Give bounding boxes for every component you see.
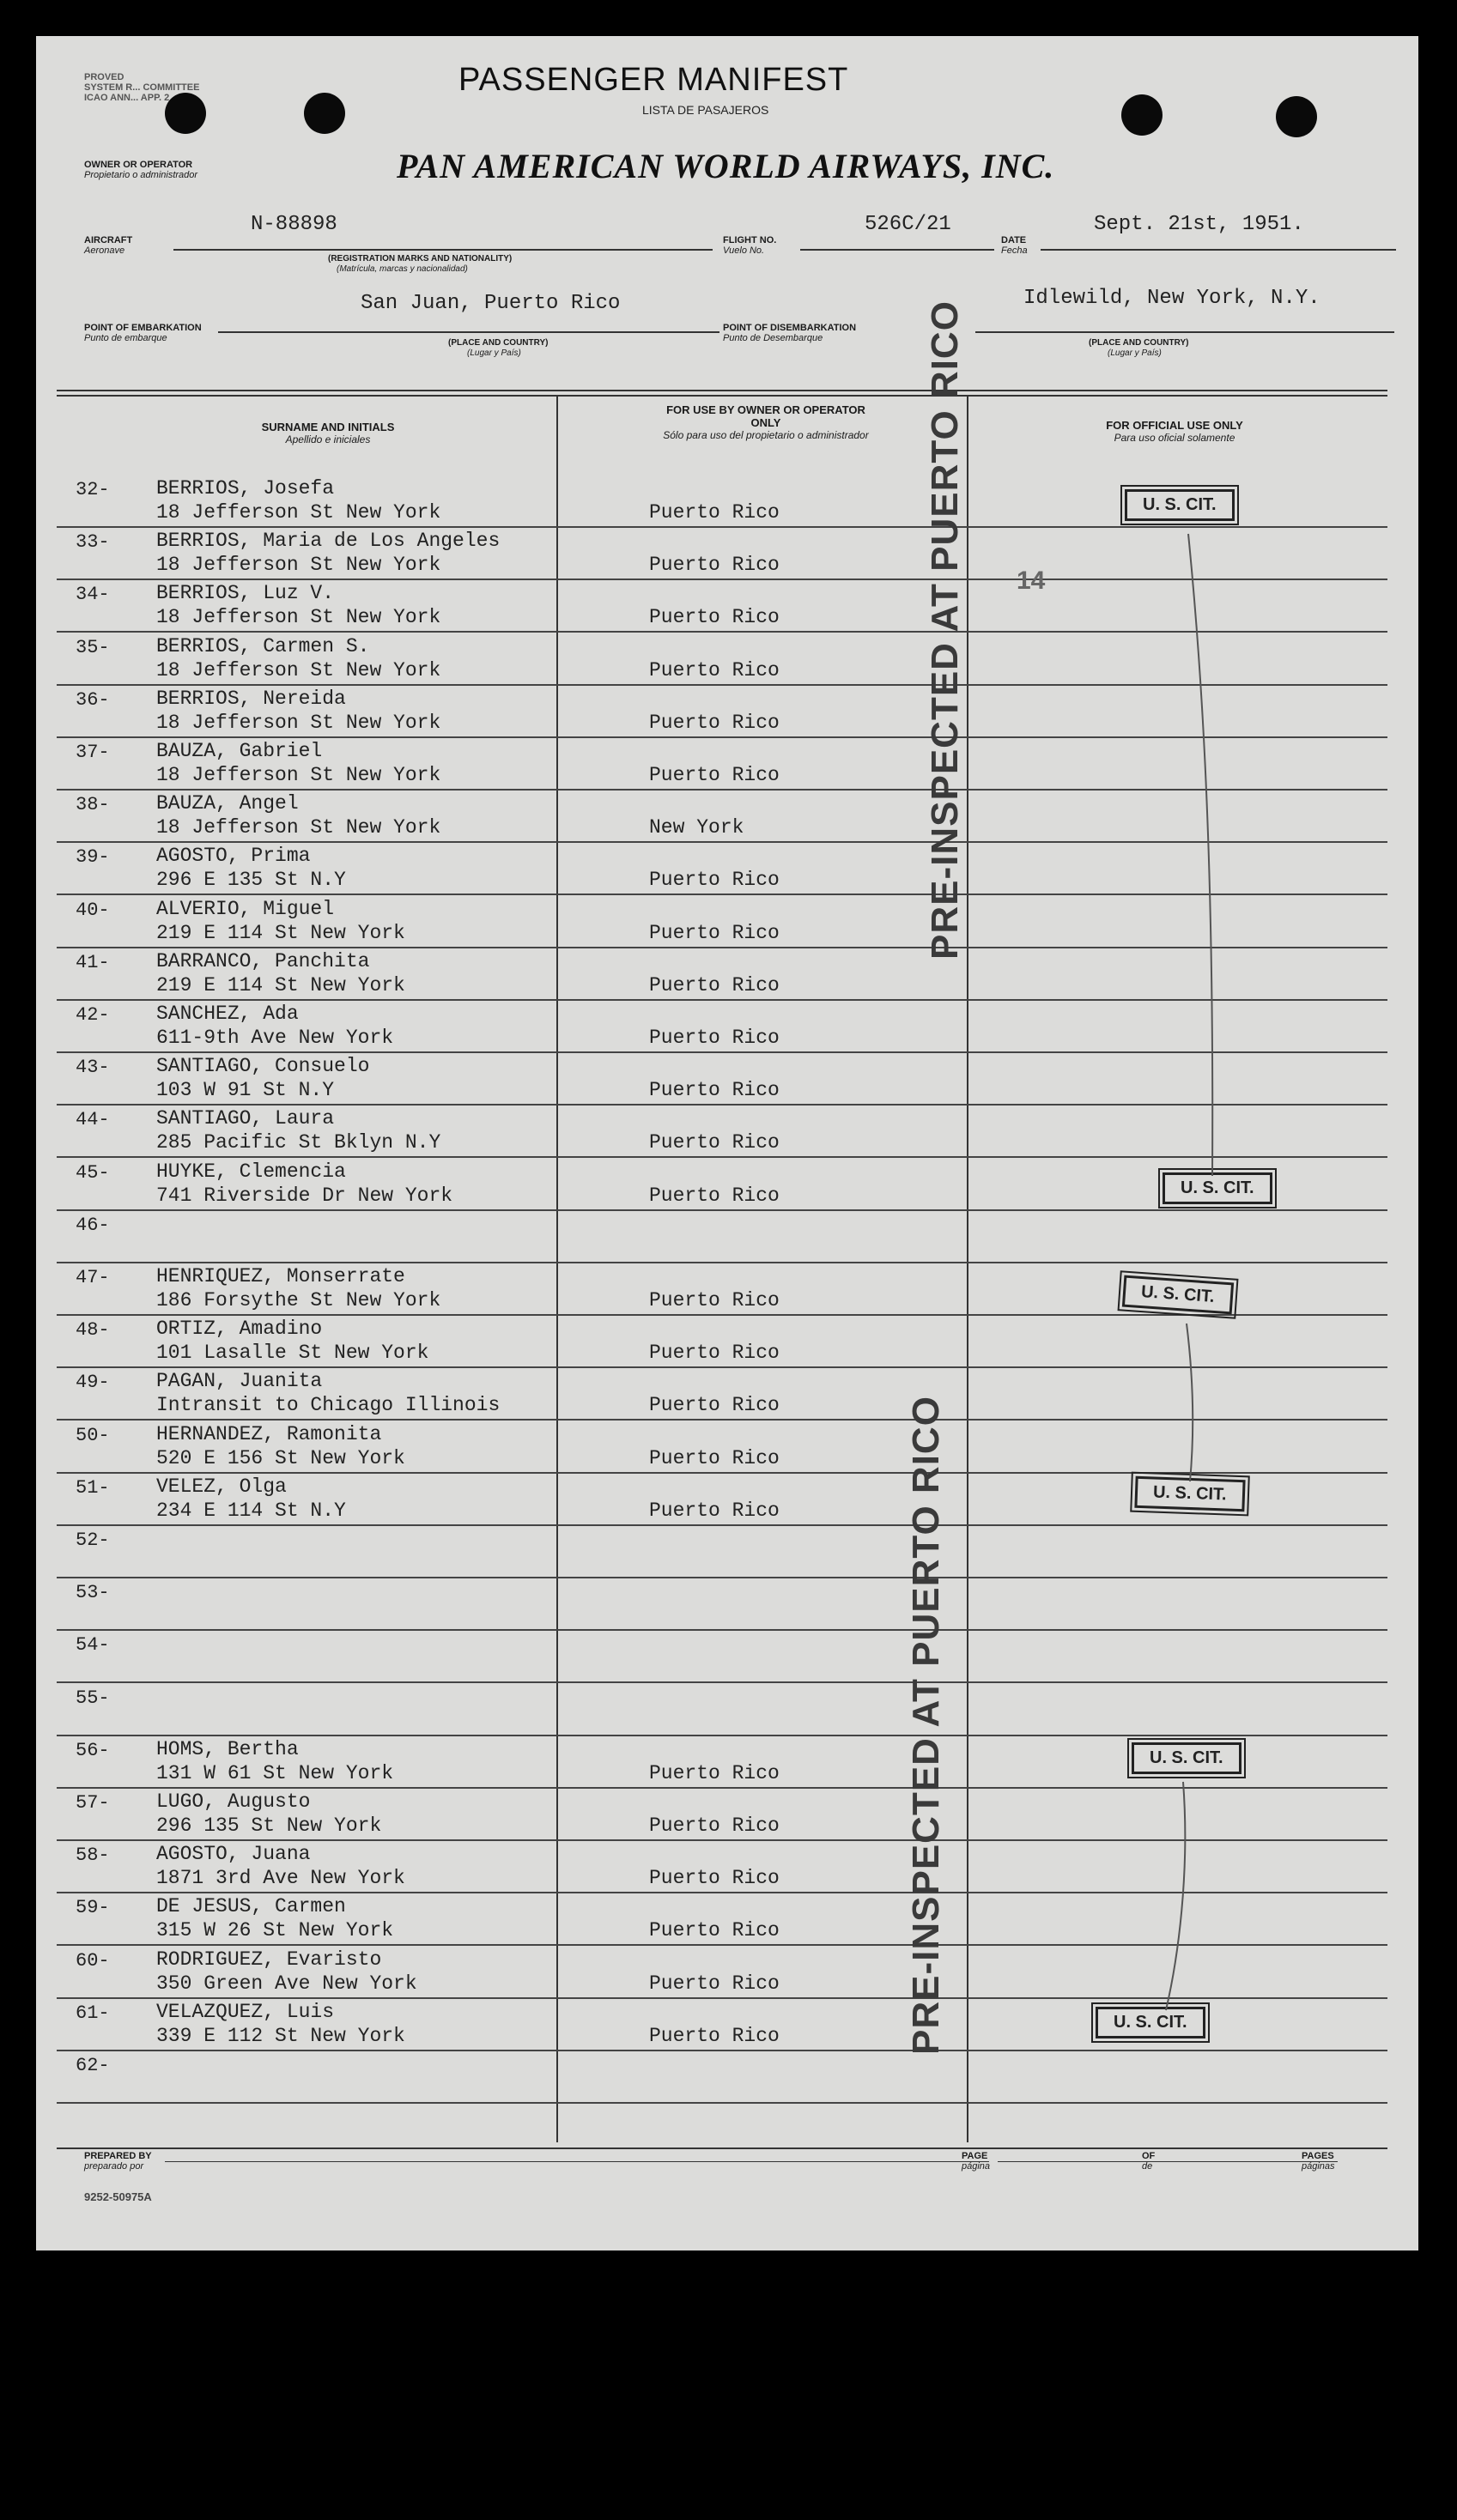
disembarkation-label: POINT OF DISEMBARKATION [723,323,857,333]
page-title: PASSENGER MANIFEST [458,62,849,98]
owner-label: OWNER OR OPERATOR [84,160,193,170]
passenger-address: 103 W 91 St N.Y [156,1079,335,1102]
embarkation-label: POINT OF EMBARKATION [84,323,202,333]
passenger-name: BERRIOS, Carmen S. [156,634,370,657]
operator-use-cell: Puerto Rico [649,658,780,681]
owner-label-es: Propietario o administrador [84,170,198,180]
passenger-name: VELEZ, Olga [156,1475,287,1498]
operator-use-cell: Puerto Rico [649,1814,780,1837]
us-cit-stamp: U. S. CIT. [1122,1275,1234,1315]
flight-label-es: Vuelo No. [723,245,765,256]
row-number: 55- [76,1687,110,1709]
page-label: PAGE [962,2151,988,2161]
date-label-es: Fecha [1001,245,1028,256]
aircraft-label-es: Aeronave [84,245,125,256]
disembark-place-label: (PLACE AND COUNTRY) [1089,338,1189,348]
passenger-address: 315 W 26 St New York [156,1919,394,1942]
passenger-name: HUYKE, Clemencia [156,1160,346,1183]
row-number: 39- [76,846,110,869]
passenger-address: 18 Jefferson St New York [156,816,441,839]
row-number: 37- [76,742,110,763]
manifest-page [36,36,1418,2250]
passenger-name: DE JESUS, Carmen [156,1895,346,1918]
passenger-name: AGOSTO, Prima [156,845,311,868]
col-surname-title: SURNAME AND INITIALS [261,421,395,433]
passenger-name: BAUZA, Gabriel [156,740,323,762]
row-number: 42- [76,1004,110,1026]
passenger-name: HERNANDEZ, Ramonita [156,1422,382,1445]
passenger-name: PAGAN, Juanita [156,1370,323,1393]
operator-use-cell: Puerto Rico [649,554,780,577]
passenger-name: BERRIOS, Nereida [156,687,346,710]
passenger-name: HOMS, Bertha [156,1737,299,1760]
flight-value: 526C/21 [865,213,951,236]
operator-use-cell: Puerto Rico [649,1446,780,1469]
passenger-address: 611-9th Ave New York [156,1027,394,1049]
pages-label-es: páginas [1302,2161,1335,2172]
footer-rule [57,2147,1387,2149]
row-number: 34- [76,584,110,606]
passenger-address: 520 E 156 St New York [156,1446,405,1469]
row-number: 52- [76,1530,110,1551]
row-number: 53- [76,1582,110,1604]
pages-label: PAGES [1302,2151,1334,2161]
row-number: 58- [76,1845,110,1867]
passenger-address: 18 Jefferson St New York [156,711,441,734]
row-number: 57- [76,1792,110,1814]
passenger-address: 285 Pacific St Bklyn N.Y [156,1131,441,1154]
passenger-name: RODRIGUEZ, Evaristo [156,1948,382,1971]
passenger-address: 1871 3rd Ave New York [156,1867,405,1890]
operator-use-cell: Puerto Rico [649,764,780,786]
us-cit-stamp: U. S. CIT. [1132,1742,1241,1774]
form-number: 9252-50975A [84,2190,152,2203]
operator-use-cell: Puerto Rico [649,921,780,944]
airline-name: PAN AMERICAN WORLD AIRWAYS, INC. [397,147,1055,185]
passenger-name: SANTIAGO, Consuelo [156,1055,370,1078]
approval-note-line: ICAO ANN... APP. 2 [84,93,170,103]
us-cit-stamp: U. S. CIT. [1134,1476,1245,1511]
row-number: 51- [76,1476,110,1499]
passenger-name: LUGO, Augusto [156,1790,311,1813]
col-surname-subtitle: Apellido e iniciales [285,433,371,445]
passenger-address: 18 Jefferson St New York [156,606,441,629]
passenger-address: 350 Green Ave New York [156,1972,417,1995]
row-number: 35- [76,636,110,658]
disembarkation-value: Idlewild, New York, N.Y. [1023,287,1320,310]
ditto-bracket-lines [36,36,1418,2250]
operator-use-cell: Puerto Rico [649,1131,780,1154]
col-official-title: FOR OFFICIAL USE ONLY [1106,419,1243,432]
prepared-by-label: PREPARED BY [84,2151,152,2161]
us-cit-stamp: U. S. CIT. [1163,1172,1272,1204]
passenger-name: SANTIAGO, Laura [156,1107,335,1130]
passenger-name: SANCHEZ, Ada [156,1003,299,1025]
date-label: DATE [1001,235,1027,245]
operator-use-cell: Puerto Rico [649,711,780,734]
row-number: 47- [76,1267,110,1288]
passenger-address: 101 Lasalle St New York [156,1342,429,1365]
date-value: Sept. 21st, 1951. [1094,213,1304,236]
operator-use-cell: New York [649,816,744,839]
passenger-address: 18 Jefferson St New York [156,501,441,524]
passenger-address: 186 Forsythe St New York [156,1289,441,1311]
aircraft-value: N-88898 [251,213,337,236]
row-number: 49- [76,1372,110,1394]
row-number: 56- [76,1739,110,1761]
registration-label-es: (Matrícula, marcas y nacionalidad) [337,264,468,274]
row-number: 33- [76,531,110,554]
row-number: 59- [76,1897,110,1919]
passenger-address: 18 Jefferson St New York [156,554,441,577]
operator-use-cell: Puerto Rico [649,1184,780,1207]
passenger-address: 296 E 135 St N.Y [156,869,346,892]
col-official-subtitle: Para uso oficial solamente [1114,432,1235,444]
embark-place-label: (PLACE AND COUNTRY) [448,338,549,348]
passenger-address: 219 E 114 St New York [156,973,405,996]
passenger-name: HENRIQUEZ, Monserrate [156,1265,405,1287]
flight-label: FLIGHT NO. [723,235,777,245]
passenger-address: 18 Jefferson St New York [156,658,441,681]
embarkation-label-es: Punto de embarque [84,333,167,343]
passenger-name: BERRIOS, Maria de Los Angeles [156,530,501,553]
disembarkation-label-es: Punto de Desembarque [723,333,823,343]
page-subtitle: LISTA DE PASAJEROS [642,103,769,117]
row-number: 38- [76,794,110,816]
approval-note-line: PROVED [84,72,124,82]
operator-use-cell: Puerto Rico [649,501,780,524]
operator-use-cell: Puerto Rico [649,1342,780,1365]
row-number: 45- [76,1161,110,1184]
embark-place-label-es: (Lugar y País) [467,348,521,358]
operator-use-cell: Puerto Rico [649,1972,780,1995]
row-number: 60- [76,1949,110,1972]
pre-inspected-stamp: PRE-INSPECTED AT PUERTO RICO [905,1396,947,2055]
row-number: 48- [76,1319,110,1342]
row-number: 46- [76,1214,110,1236]
registration-label: (REGISTRATION MARKS AND NATIONALITY) [328,254,513,264]
approval-note-line: SYSTEM R... COMMITTEE [84,82,200,93]
row-number: 36- [76,688,110,711]
passenger-name: VELAZQUEZ, Luis [156,2000,335,2023]
row-number: 43- [76,1057,110,1079]
operator-use-cell: Puerto Rico [649,869,780,892]
row-number: 61- [76,2002,110,2024]
operator-use-cell: Puerto Rico [649,606,780,629]
passenger-name: ORTIZ, Amadino [156,1318,323,1341]
embarkation-value: San Juan, Puerto Rico [361,292,621,315]
passenger-name: BARRANCO, Panchita [156,949,370,972]
operator-use-cell: Puerto Rico [649,1867,780,1890]
passenger-address: 131 W 61 St New York [156,1761,394,1784]
col-operator-title: FOR USE BY OWNER OR OPERATOR ONLY [666,403,865,429]
operator-use-cell: Puerto Rico [649,1027,780,1049]
passenger-address: 18 Jefferson St New York [156,764,441,786]
passenger-address: Intransit to Chicago Illinois [156,1394,501,1417]
official-handwritten-mark: 14 [1017,566,1046,595]
passenger-address: 296 135 St New York [156,1814,382,1837]
operator-use-cell: Puerto Rico [649,1079,780,1102]
disembark-place-label-es: (Lugar y País) [1108,348,1162,358]
row-number: 50- [76,1424,110,1446]
row-number: 40- [76,899,110,921]
passenger-name: AGOSTO, Juana [156,1843,311,1866]
passenger-address: 234 E 114 St N.Y [156,1499,346,1522]
us-cit-stamp: U. S. CIT. [1125,489,1235,521]
operator-use-cell: Puerto Rico [649,1919,780,1942]
row-number: 44- [76,1109,110,1131]
col-operator-subtitle: Sólo para uso del propietario o administrador [663,429,869,441]
us-cit-stamp: U. S. CIT. [1096,2007,1205,2038]
row-number: 41- [76,951,110,973]
passenger-name: BAUZA, Angel [156,792,299,815]
operator-use-cell: Puerto Rico [649,1289,780,1311]
prepared-by-label-es: preparado por [84,2161,144,2172]
operator-use-cell: Puerto Rico [649,1761,780,1784]
passenger-address: 339 E 112 St New York [156,2024,405,2047]
operator-use-cell: Puerto Rico [649,1499,780,1522]
row-number: 62- [76,2055,110,2076]
of-label: OF [1142,2151,1156,2161]
passenger-name: ALVERIO, Miguel [156,897,335,920]
operator-use-cell: Puerto Rico [649,2024,780,2047]
row-number: 32- [76,479,110,500]
passenger-address: 219 E 114 St New York [156,921,405,944]
page-label-es: página [962,2161,991,2172]
passenger-name: BERRIOS, Luz V. [156,582,335,605]
aircraft-label: AIRCRAFT [84,235,133,245]
operator-use-cell: Puerto Rico [649,1394,780,1417]
passenger-name: BERRIOS, Josefa [156,477,335,500]
row-number: 54- [76,1634,110,1657]
operator-use-cell: Puerto Rico [649,973,780,996]
pre-inspected-stamp: PRE-INSPECTED AT PUERTO RICO [924,300,966,960]
passenger-address: 741 Riverside Dr New York [156,1184,453,1207]
prepared-by-line [165,2161,989,2162]
of-label-es: de [1142,2161,1153,2172]
